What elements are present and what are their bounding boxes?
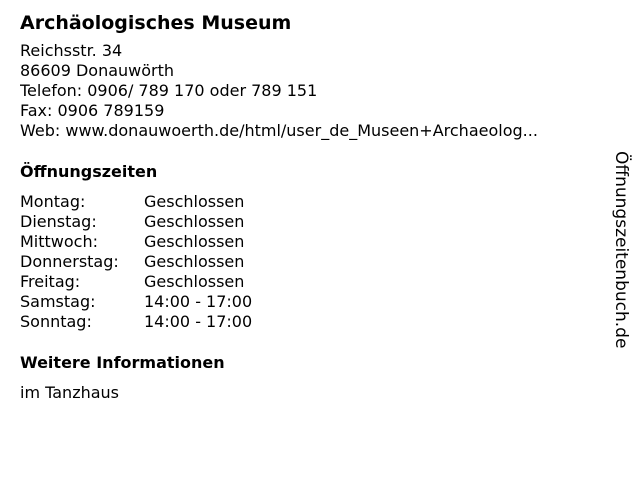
hours-row-monday: [20, 192, 600, 212]
day-label: Montag:: [20, 192, 86, 211]
day-label: Dienstag:: [20, 212, 97, 231]
day-hours: Geschlossen: [144, 252, 245, 271]
museum-title: Archäologisches Museum: [20, 12, 292, 34]
hours-row-saturday: [20, 292, 600, 312]
hours-row-sunday: [20, 312, 600, 332]
day-hours: Geschlossen: [144, 212, 245, 231]
hours-row-thursday: [20, 252, 600, 272]
day-hours: Geschlossen: [144, 232, 245, 251]
opening-hours-heading: Öffnungszeiten: [20, 162, 158, 181]
more-info-text: im Tanzhaus: [20, 383, 120, 402]
city-address: 86609 Donauwörth: [20, 61, 175, 80]
hours-row-friday: [20, 272, 600, 292]
fax-line: Fax: 0906 789159: [20, 101, 165, 120]
day-label: Mittwoch:: [20, 232, 98, 251]
museum-info-card: [20, 10, 600, 403]
day-hours: Geschlossen: [144, 192, 245, 211]
hours-row-tuesday: [20, 212, 600, 232]
web-line: Web: www.donauwoerth.de/html/user_de_Museen+Archaeolog...: [20, 121, 538, 140]
brand-watermark: [606, 130, 636, 370]
day-label: Freitag:: [20, 272, 81, 291]
day-hours: Geschlossen: [144, 272, 245, 291]
day-label: Donnerstag:: [20, 252, 119, 271]
day-hours: 14:00 - 17:00: [144, 312, 253, 331]
day-label: Samstag:: [20, 292, 96, 311]
phone-line: Telefon: 0906/ 789 170 oder 789 151: [20, 81, 318, 100]
opening-hours-table: [20, 192, 600, 332]
brand-name: Öffnungszeitenbuch.de: [611, 151, 631, 349]
more-info-heading: Weitere Informationen: [20, 353, 225, 372]
hours-row-wednesday: [20, 232, 600, 252]
day-label: Sonntag:: [20, 312, 92, 331]
day-hours: 14:00 - 17:00: [144, 292, 253, 311]
street-address: Reichsstr. 34: [20, 41, 123, 60]
